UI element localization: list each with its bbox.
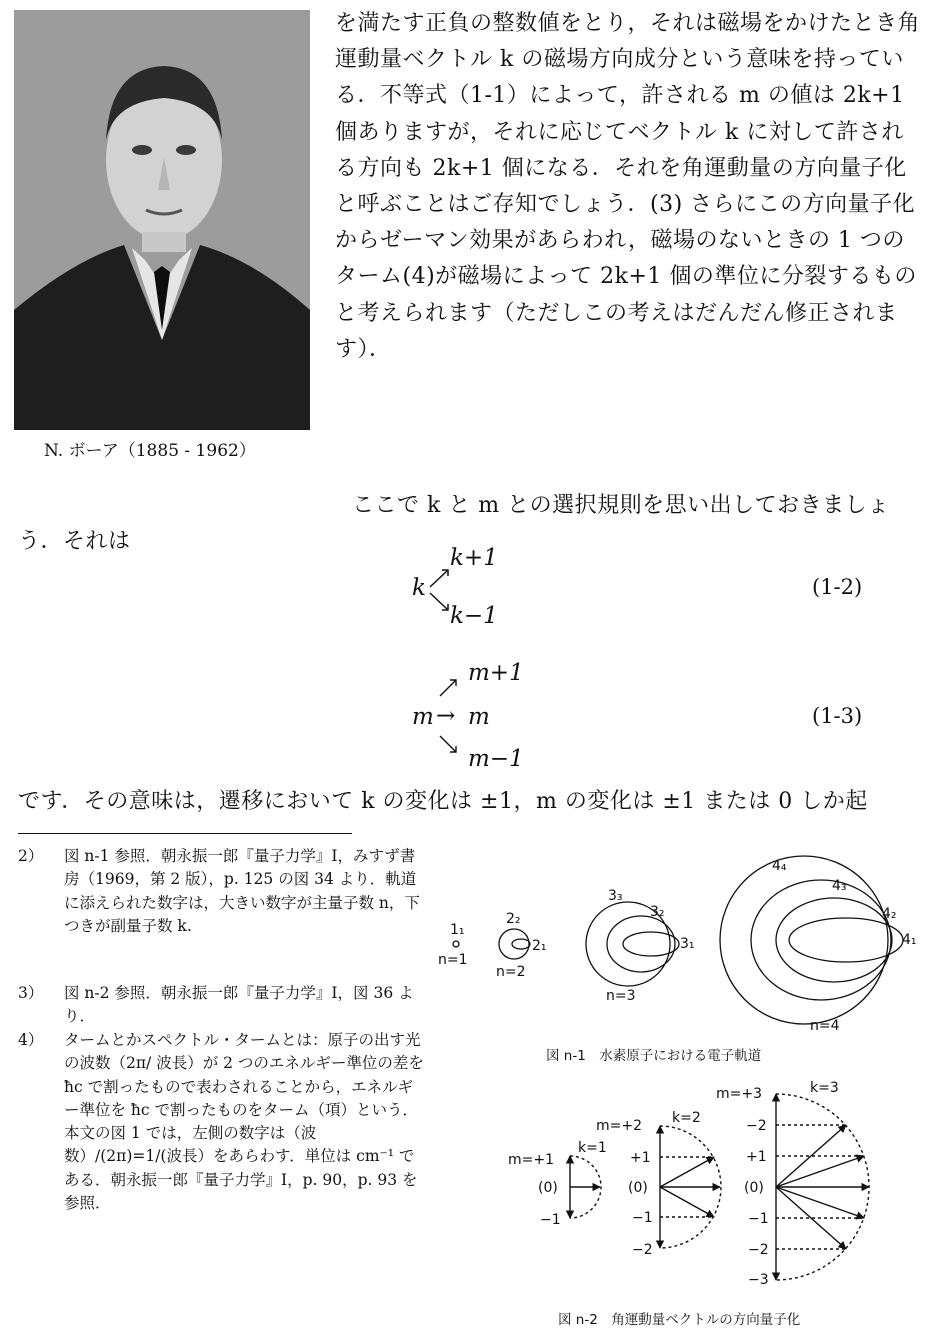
orbit-2-2 — [499, 929, 529, 959]
figure-n1-caption: 図 n-1 水素原子における電子軌道 — [546, 1048, 762, 1064]
orbit-1-1 — [453, 941, 459, 947]
label-3-3: 3₃ — [608, 888, 623, 904]
footnote-text: 図 n-1 参照．朝永振一郎『量子力学』I，みすず書房（1969，第 2 版），p. 125 の図 34 より．軌道に添えられた数字は，大きい数字が主量子数 n，下つきが副量子数 k. — [64, 847, 420, 935]
label-n4: n=4 — [810, 1018, 840, 1033]
k1-m-label: m=+1 — [508, 1152, 555, 1168]
label-n3: n=3 — [606, 988, 636, 1004]
k3-k-label: k=3 — [810, 1080, 839, 1096]
footnote-text: タームとかスペクトル・タームとは：原子の出す光の波数（2π/ 波長）が 2 つのエネルギー準位の差を ħc で割ったもので表わされることから，エネルギー準位を ħc で割ったものをターム（項）という．本文の図 1 では，左側の数字は（波数）/(2π)=1/(波長）をあらわす．単位は cm⁻¹ である．朝永振一郎『量子力学』I，p. 90，p. 93 を参照． — [64, 1031, 424, 1213]
footnote-rule — [18, 833, 352, 834]
orbit-4-2 — [776, 898, 892, 982]
k2-k-label: k=2 — [672, 1110, 701, 1126]
label-n1: n=1 — [438, 952, 468, 968]
k2-m-label: m=+2 — [596, 1118, 643, 1134]
footnote-num: 3） — [18, 984, 44, 1002]
k3-tick-1: +1 — [746, 1149, 767, 1165]
eq1-down: k−1 — [450, 603, 498, 629]
label-n2: n=2 — [496, 964, 526, 980]
eq1-number: (1-2) — [812, 575, 863, 599]
k3-tick-0: −2 — [746, 1118, 767, 1134]
label-1-1: 1₁ — [450, 922, 465, 938]
orbit-4-1 — [789, 918, 903, 962]
k2-tick-2: −1 — [632, 1210, 653, 1226]
label-4-2: 4₂ — [882, 906, 897, 922]
label-2-2: 2₂ — [506, 911, 521, 927]
figure-n2-caption: 図 n-2 角運動量ベクトルの方向量子化 — [558, 1312, 801, 1328]
eq1-up: k+1 — [450, 545, 498, 571]
footnote-num: 2） — [18, 847, 44, 865]
label-2-1: 2₁ — [532, 938, 547, 954]
orbit-3-2 — [607, 916, 675, 972]
k3-tick-4: −2 — [748, 1242, 769, 1258]
orbit-2-1 — [512, 939, 530, 949]
k2-tick-1: (0) — [628, 1180, 648, 1196]
paragraph-1: を満たす正負の整数値をとり，それは磁場をかけたとき角運動量ベクトル k の磁場方向成分という意味を持っている．不等式（1-1）によって，許される m の値は 2k+1 個ありますが，それに応じてベクトル k に対して許される方向も 2k+1 個になる．それを角運動量の方向量子化と呼ぶことはご存知でしょう．(3) さらにこの方向量子化からゼーマン効果があらわれ，磁場のないときの 1 つのターム(4)が磁場によって 2k+1 個の準位に分裂するものと考えられます（ただしこの考えはだんだん修正されます）． — [335, 11, 921, 362]
label-3-2: 3₂ — [650, 904, 665, 920]
eq2-arrow: → — [436, 703, 456, 729]
eq2-mid: m — [468, 704, 490, 730]
figure-n1-orbits — [436, 848, 924, 1033]
k2-tick-3: −2 — [632, 1242, 653, 1258]
k3-tick-3: −1 — [748, 1211, 769, 1227]
k1-tick-0: (0) — [538, 1180, 558, 1196]
eq2-number: (1-3) — [812, 704, 863, 728]
figure-n2-quantization — [500, 1080, 924, 1290]
eq2-up: m+1 — [468, 660, 524, 686]
eq2-diag-arrows — [436, 676, 462, 758]
label-4-4: 4₄ — [772, 858, 787, 874]
eq2-down: m−1 — [468, 746, 524, 772]
footnote-text: 図 n-2 参照．朝永振一郎『量子力学』I，図 36 より． — [64, 984, 414, 1026]
paragraph-3: です．その意味は，遷移において k の変化は ±1，m の変化は ±1 または 0 しか起 — [18, 789, 868, 814]
label-3-1: 3₁ — [680, 936, 695, 952]
k3-tick-2: (0) — [744, 1180, 764, 1196]
k3-tick-5: −3 — [748, 1272, 769, 1288]
photo-caption: N. ボーア（1885 - 1962） — [44, 441, 256, 461]
eq1-lhs: k — [412, 575, 426, 601]
label-4-1: 4₁ — [902, 932, 917, 948]
footnote-num: 4） — [18, 1031, 44, 1049]
k1-tick-1: −1 — [540, 1212, 561, 1228]
bohr-portrait — [14, 10, 310, 430]
k1-k-label: k=1 — [578, 1140, 607, 1156]
label-4-3: 4₃ — [832, 878, 847, 894]
k3-m-label: m=+3 — [716, 1086, 763, 1102]
paragraph-2: ここで k と m との選択規則を思い出しておきましょう．それは — [18, 493, 890, 555]
k2-tick-0: +1 — [630, 1150, 651, 1166]
eq2-lhs: m — [412, 704, 434, 730]
orbit-4-3 — [751, 880, 891, 1000]
